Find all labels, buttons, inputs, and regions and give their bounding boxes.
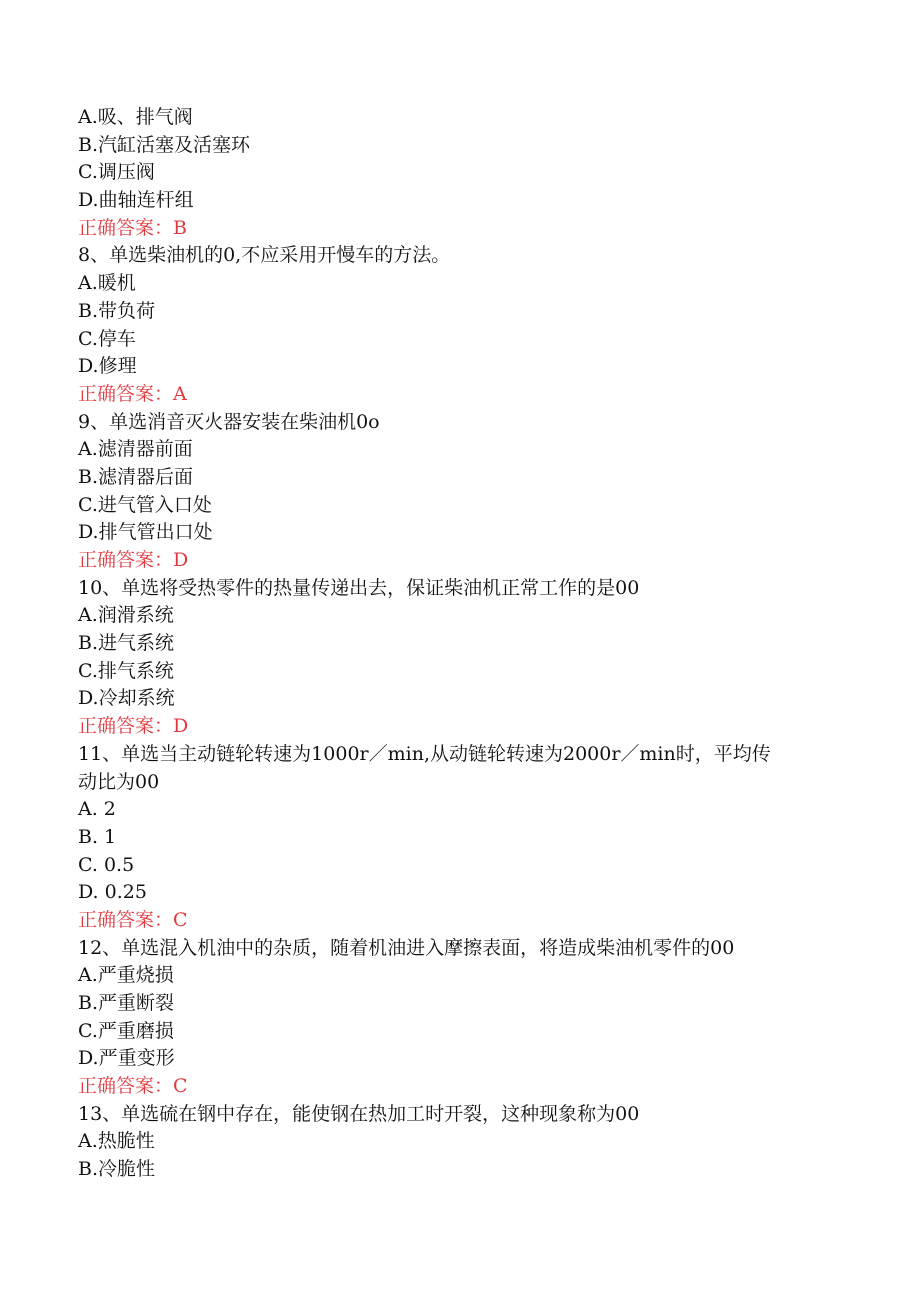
option-d: D.排气管出口处 bbox=[78, 521, 213, 544]
question-text-continued: 动比为00 bbox=[78, 770, 160, 793]
question-12 bbox=[78, 935, 838, 1101]
question-text: 13、单选硫在钢中存在，能使钢在热加工时开裂，这种现象称为00 bbox=[78, 1102, 640, 1125]
question-8 bbox=[78, 242, 838, 408]
question-10 bbox=[78, 575, 838, 741]
correct-answer: 正确答案：C bbox=[78, 1075, 188, 1098]
option-c: C.进气管入口处 bbox=[78, 493, 212, 516]
option-c: C. 0.5 bbox=[78, 853, 135, 876]
question-11 bbox=[78, 741, 838, 935]
question-9 bbox=[78, 409, 838, 575]
question-13 bbox=[78, 1101, 838, 1184]
correct-answer: 正确答案：D bbox=[78, 715, 189, 738]
option-a: A. 2 bbox=[78, 798, 116, 821]
question-text: 10、单选将受热零件的热量传递出去，保证柴油机正常工作的是00 bbox=[78, 576, 640, 599]
option-c: C.严重磨损 bbox=[78, 1019, 174, 1042]
option-d: D.严重变形 bbox=[78, 1047, 175, 1070]
question-text: 8、单选柴油机的0,不应采用开慢车的方法。 bbox=[78, 244, 451, 267]
option-a: A.滤清器前面 bbox=[78, 438, 193, 461]
option-d: D.修理 bbox=[78, 355, 137, 378]
option-c: C.调压阀 bbox=[78, 161, 155, 184]
option-d: D.曲轴连杆组 bbox=[78, 189, 194, 212]
option-a: A.吸、排气阀 bbox=[78, 106, 193, 128]
document-page bbox=[78, 104, 838, 1184]
correct-answer: 正确答案：C bbox=[78, 908, 188, 931]
correct-answer: 正确答案：D bbox=[78, 549, 189, 571]
option-b: B.进气系统 bbox=[78, 632, 175, 655]
option-b: B.严重断裂 bbox=[78, 992, 175, 1014]
correct-answer: 正确答案：B bbox=[78, 216, 187, 239]
question-7-continued bbox=[78, 104, 838, 242]
option-a: A.暖机 bbox=[78, 272, 136, 295]
option-a: A.热脆性 bbox=[78, 1130, 155, 1153]
option-c: C.停车 bbox=[78, 327, 136, 350]
option-d: D.冷却系统 bbox=[78, 687, 175, 710]
option-b: B. 1 bbox=[78, 825, 117, 848]
option-b: B.冷脆性 bbox=[78, 1158, 156, 1181]
correct-answer: 正确答案：A bbox=[78, 382, 187, 405]
option-a: A.严重烧损 bbox=[78, 964, 174, 987]
question-text: 12、单选混入机油中的杂质，随着机油进入摩擦表面，将造成柴油机零件的00 bbox=[78, 936, 735, 959]
option-c: C.排气系统 bbox=[78, 659, 174, 682]
option-b: B.滤清器后面 bbox=[78, 465, 194, 488]
question-text: 11、单选当主动链轮转速为1000r／min,从动链轮转速为2000r／min时，平均传 bbox=[78, 742, 771, 765]
option-a: A.润滑系统 bbox=[78, 604, 174, 627]
option-d: D. 0.25 bbox=[78, 881, 147, 904]
option-b: B.汽缸活塞及活塞环 bbox=[78, 133, 251, 156]
option-b: B.带负荷 bbox=[78, 299, 156, 322]
question-text: 9、单选消音灭火器安装在柴油机0o bbox=[78, 410, 380, 433]
